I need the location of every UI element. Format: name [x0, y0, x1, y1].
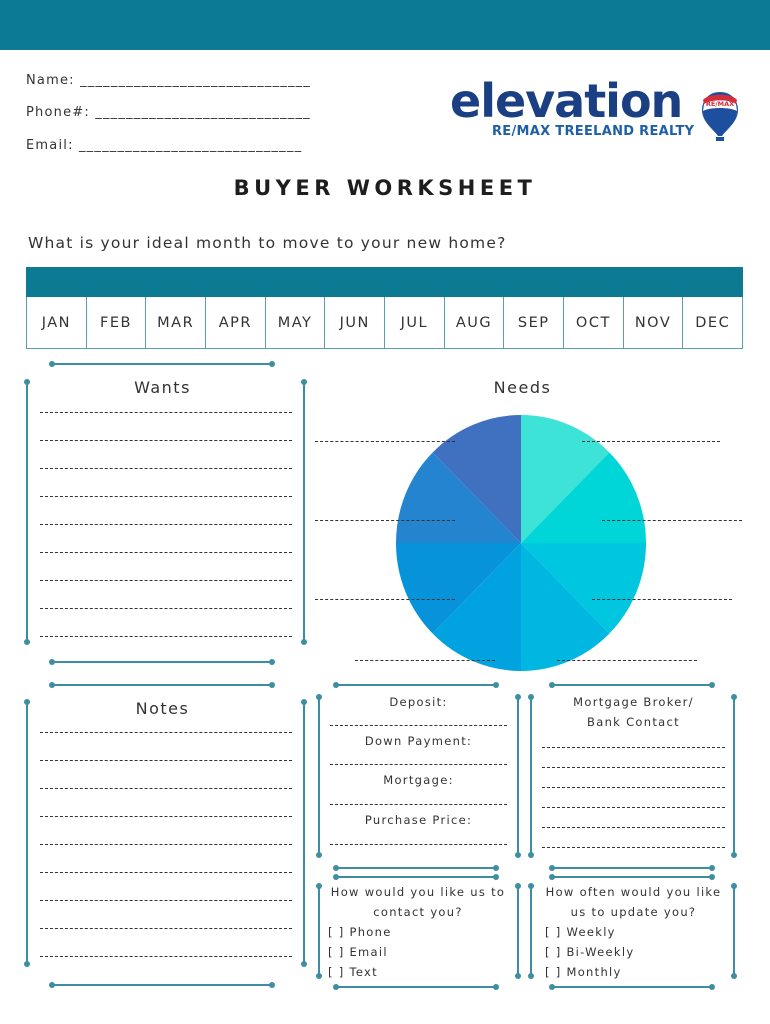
- update-top-divider: [552, 876, 712, 878]
- mortgage-label: Mortgage:: [383, 773, 454, 787]
- notes-heading: Notes: [135, 699, 190, 718]
- month-table-header: [26, 267, 743, 297]
- broker-left-border: [530, 697, 532, 855]
- deposit-label: Deposit:: [389, 695, 448, 709]
- wants-line[interactable]: [40, 440, 292, 441]
- contact-right-border: [517, 886, 519, 976]
- wants-bottom-divider: [52, 661, 272, 663]
- month-cell[interactable]: APR: [206, 297, 266, 348]
- broker-line[interactable]: [542, 847, 725, 848]
- notes-line[interactable]: [40, 900, 292, 901]
- financing-top-divider: [336, 684, 496, 686]
- broker-label-line1: Mortgage Broker/: [573, 695, 694, 709]
- broker-label-line2: Bank Contact: [587, 715, 680, 729]
- update-option-monthly[interactable]: [ ] Monthly: [545, 965, 622, 979]
- financing-left-border: [318, 697, 320, 855]
- company-logo: [450, 74, 750, 146]
- contact-option-email[interactable]: [ ] Email: [328, 945, 388, 959]
- purchase-price-line[interactable]: [330, 844, 507, 845]
- balloon-icon: [700, 90, 740, 142]
- month-cell[interactable]: JUN: [325, 297, 385, 348]
- wants-left-border: [26, 382, 28, 642]
- wants-line[interactable]: [40, 412, 292, 413]
- wants-line[interactable]: [40, 608, 292, 609]
- month-cell[interactable]: JAN: [27, 297, 87, 348]
- page-title: BUYER WORKSHEET: [233, 176, 537, 200]
- update-bottom-divider: [552, 986, 712, 988]
- move-month-question: What is your ideal month to move to your new home?: [28, 234, 507, 252]
- needs-line[interactable]: [315, 599, 455, 600]
- contact-top-divider: [336, 876, 496, 878]
- deposit-line[interactable]: [330, 725, 507, 726]
- needs-line[interactable]: [602, 520, 742, 521]
- contact-option-phone[interactable]: [ ] Phone: [328, 925, 392, 939]
- month-cell[interactable]: SEP: [504, 297, 564, 348]
- contact-bottom-divider: [336, 986, 496, 988]
- down-payment-label: Down Payment:: [364, 734, 473, 748]
- wants-line[interactable]: [40, 636, 292, 637]
- wants-line[interactable]: [40, 524, 292, 525]
- wants-line[interactable]: [40, 468, 292, 469]
- wants-line[interactable]: [40, 496, 292, 497]
- broker-line[interactable]: [542, 767, 725, 768]
- broker-bottom-divider: [552, 867, 712, 869]
- financing-bottom-divider: [336, 867, 496, 869]
- contact-option-text[interactable]: [ ] Text: [328, 965, 378, 979]
- notes-line[interactable]: [40, 844, 292, 845]
- wants-top-divider: [52, 363, 272, 365]
- update-right-border: [733, 886, 735, 976]
- top-banner: [0, 0, 770, 50]
- month-cell[interactable]: MAY: [266, 297, 326, 348]
- broker-line[interactable]: [542, 807, 725, 808]
- notes-line[interactable]: [40, 788, 292, 789]
- broker-right-border: [733, 697, 735, 855]
- notes-line[interactable]: [40, 928, 292, 929]
- wants-line[interactable]: [40, 552, 292, 553]
- notes-top-divider: [52, 684, 272, 686]
- balloon-text: RE/MAX: [705, 100, 735, 108]
- month-cell[interactable]: JUL: [385, 297, 445, 348]
- phone-field[interactable]: Phone#: ____________________________: [26, 105, 311, 120]
- notes-right-border: [303, 702, 305, 964]
- month-cell[interactable]: FEB: [87, 297, 147, 348]
- broker-line[interactable]: [542, 747, 725, 748]
- wants-line[interactable]: [40, 580, 292, 581]
- financing-right-border: [517, 697, 519, 855]
- notes-line[interactable]: [40, 816, 292, 817]
- month-cell[interactable]: MAR: [146, 297, 206, 348]
- wants-heading: Wants: [134, 378, 191, 397]
- month-cell[interactable]: DEC: [695, 314, 731, 331]
- needs-line[interactable]: [355, 660, 495, 661]
- month-table: [26, 297, 743, 349]
- needs-line[interactable]: [592, 599, 732, 600]
- contact-question-line1: How would you like us to: [330, 885, 506, 899]
- logo-wordmark: elevation: [450, 74, 683, 128]
- mortgage-line[interactable]: [330, 804, 507, 805]
- wants-right-border: [303, 382, 305, 642]
- needs-pie-chart: [395, 414, 647, 672]
- notes-line[interactable]: [40, 872, 292, 873]
- update-left-border: [530, 886, 532, 976]
- update-question-line1: How often would you like: [545, 885, 722, 899]
- notes-line[interactable]: [40, 760, 292, 761]
- needs-line[interactable]: [557, 660, 697, 661]
- notes-line[interactable]: [40, 956, 292, 957]
- notes-bottom-divider: [52, 984, 272, 986]
- contact-question-line2: contact you?: [373, 905, 463, 919]
- month-cell[interactable]: NOV: [624, 297, 684, 348]
- purchase-price-label: Purchase Price:: [364, 813, 473, 827]
- broker-line[interactable]: [542, 827, 725, 828]
- contact-left-border: [318, 886, 320, 976]
- update-option-weekly[interactable]: [ ] Weekly: [545, 925, 616, 939]
- notes-line[interactable]: [40, 732, 292, 733]
- logo-tagline: RE/MAX TREELAND REALTY: [492, 124, 695, 139]
- update-option-biweekly[interactable]: [ ] Bi-Weekly: [545, 945, 635, 959]
- update-question-line2: us to update you?: [570, 905, 697, 919]
- needs-line[interactable]: [582, 441, 720, 442]
- broker-line[interactable]: [542, 787, 725, 788]
- broker-top-divider: [552, 684, 712, 686]
- month-cell[interactable]: AUG: [445, 297, 505, 348]
- name-field[interactable]: Name: ______________________________: [26, 73, 312, 88]
- email-field[interactable]: Email: _____________________________: [26, 138, 303, 153]
- month-cell[interactable]: OCT: [564, 297, 624, 348]
- notes-left-border: [26, 702, 28, 964]
- needs-heading: Needs: [493, 378, 552, 397]
- needs-line[interactable]: [315, 441, 455, 442]
- down-payment-line[interactable]: [330, 764, 507, 765]
- needs-line[interactable]: [315, 520, 455, 521]
